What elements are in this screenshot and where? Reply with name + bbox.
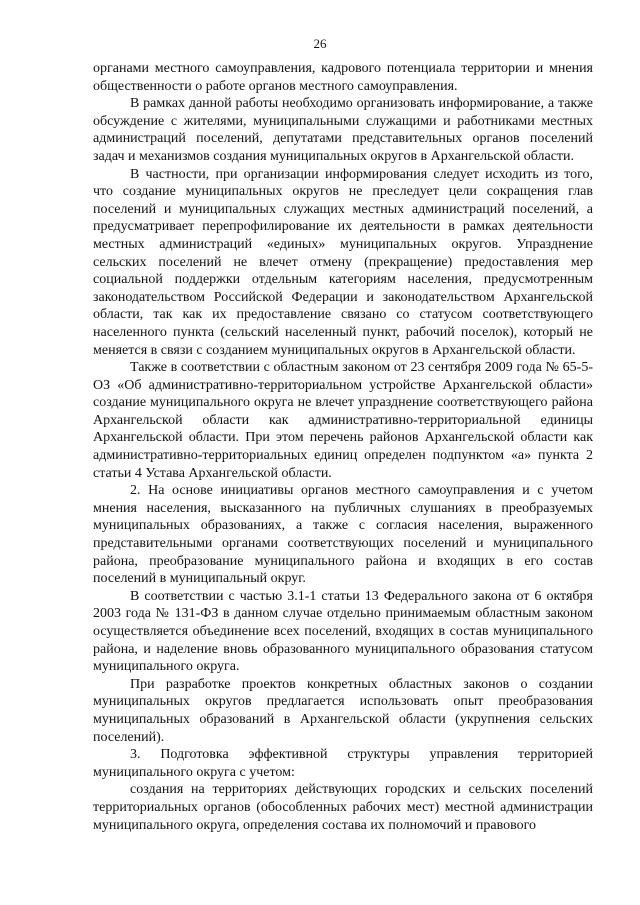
paragraph-federal-law: В соответствии с частью 3.1-1 статьи 13 Федерального закона от 6 октября 2003 года № 131-ФЗ в данном случае отдельно принимаемым областным законом осуществляется объединение всех поселений, входящих в состав муниципального района, и наделение вновь образованного муниципального образования статусом муниципального округа. [93,588,593,675]
paragraph-territorial-bodies: создания на территориях действующих городских и сельских поселений территориальных органов (обособленных рабочих мест) местной администрации муниципального округа, определения состава их полномочий и правового [93,782,593,833]
document-body [93,60,593,834]
paragraph-informing-discussion: В рамках данной работы необходимо организовать информирование, а также обсуждение с жителями, муниципальными служащими и работниками местных администраций поселений, депутатами представительных органов поселений задач и механизмов создания муниципальных округов в Архангельской области. [93,96,593,164]
paragraph-regional-law: Также в соответствии с областным законом от 23 сентября 2009 года № 65-5-ОЗ «Об административно-территориальном устройстве Архангельской области» создание муниципального округа не влечет упразднение соответствующего района Архангельской области как административно-территориальной единицы Архангельской области. При этом перечень районов Архангельской области как административно-территориальных единиц определен подпунктом «а» пункта 2 статьи 4 Устава Архангельской области. [93,360,593,481]
page-number: 26 [313,36,327,51]
paragraph-informing-principles: В частности, при организации информирования следует исходить из того, что создание муниципальных округов не преследует цели сокращения глав поселений и муниципальных служащих местных администраций поселений, а предусматривает перепрофилирование их деятельности в рамках деятельности местных администраций «единых» муниципальных округов. Упразднение сельских поселений не влечет отмену (прекращение) предоставления мер социальной поддержки отдельным категориям населения, предусмотренным законодательством Российской Федерации и законодательством Архангельской области, так как их предоставление связано со статусом соответствующего населенного пункта (сельский населенный пункт, рабочий поселок), который не меняется в связи с созданием муниципальных округов в Архангельской области. [93,166,593,358]
paragraph-draft-laws: При разработке проектов конкретных областных законов о создании муниципальных округов предлагается использовать опыт преобразования муниципальных образований в Архангельской области (укрупнения сельских поселений). [93,676,593,745]
paragraph-item-2: 2. На основе инициативы органов местного самоуправления и с учетом мнения населения, высказанного на публичных слушаниях в преобразуемых муниципальных образованиях, а также с согласия населения, выраженного представительными органами соответствующих поселений и муниципального района, преобразование муниципального района и входящих в его состав поселений в муниципальный округ. [93,483,593,587]
paragraph-item-3: 3. Подготовка эффективной структуры управления территорией муниципального округа с учетом: [93,747,593,780]
paragraph-continuation: органами местного самоуправления, кадрового потенциала территории и мнения общественности о работе органов местного самоуправления. [93,61,593,94]
